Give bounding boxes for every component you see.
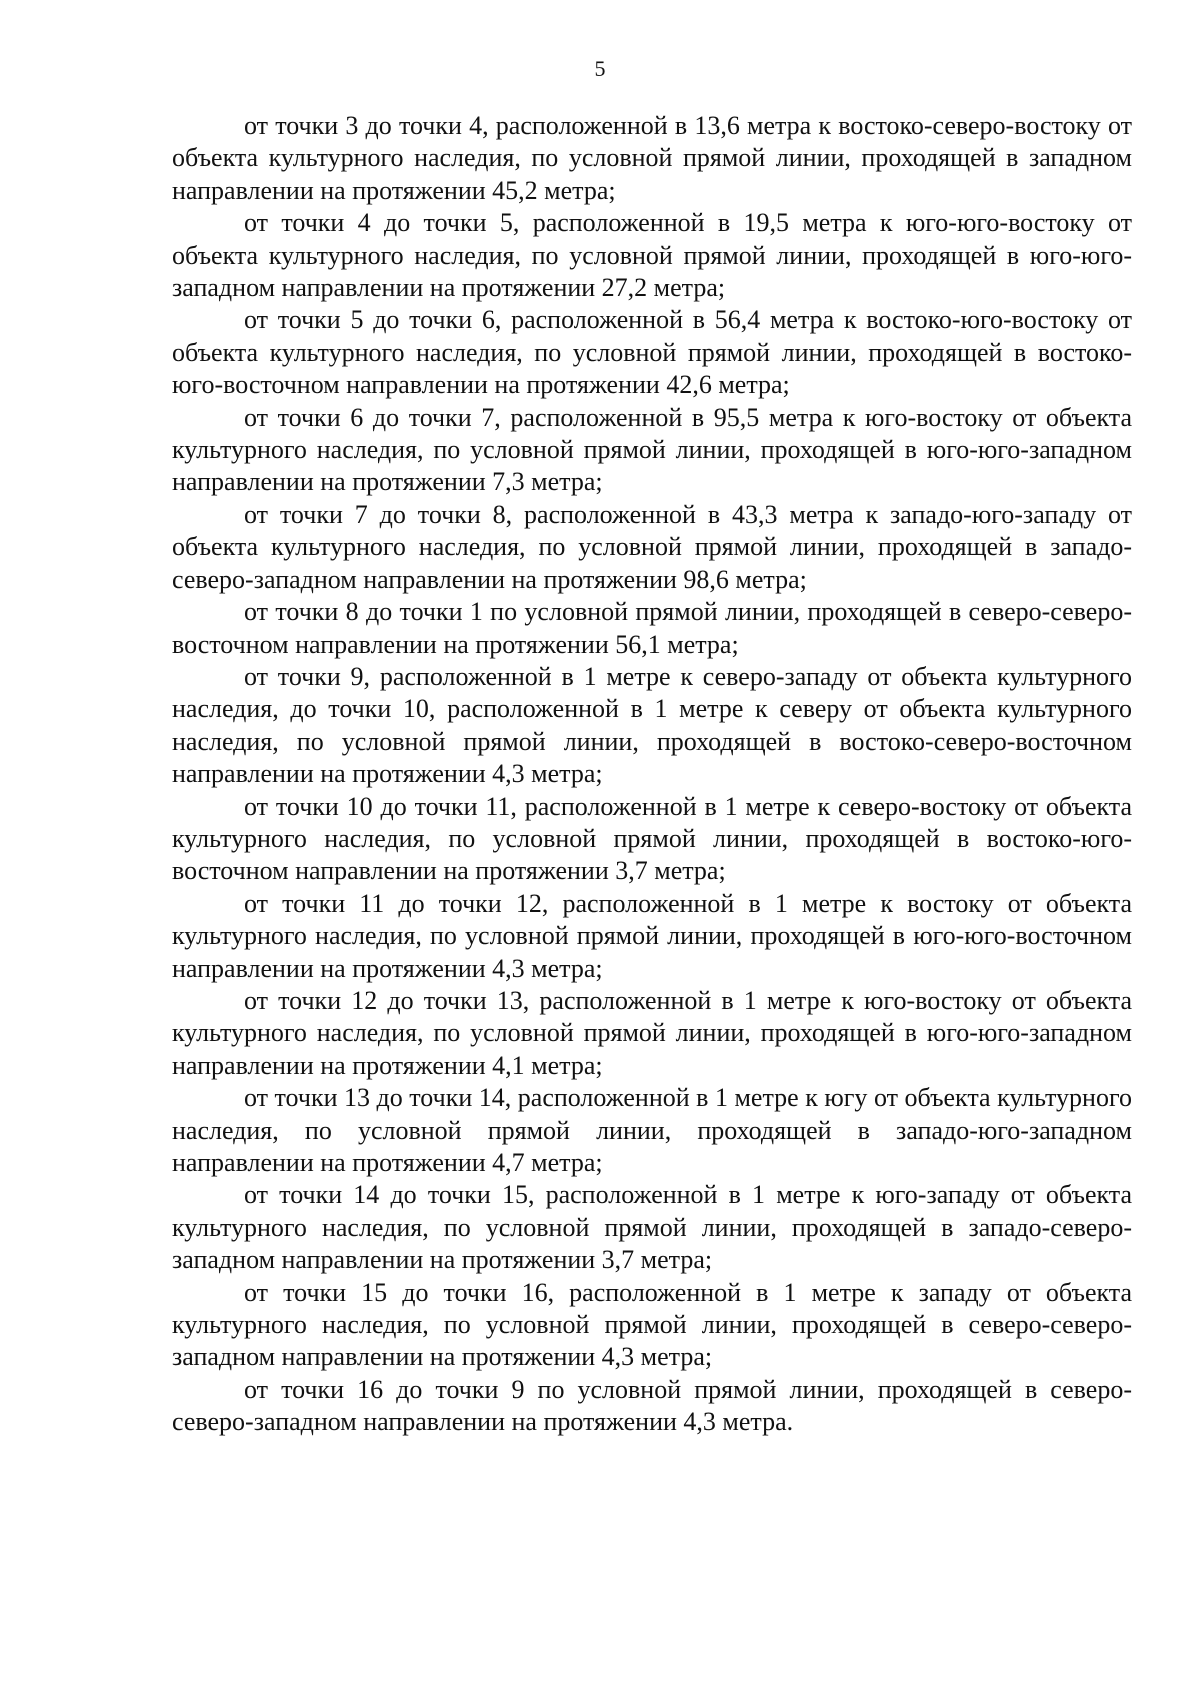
paragraph-9: от точки 11 до точки 12, расположенной в 1 метре к востоку от объекта культурного наследия, по условной прямой линии, проходящей в юго-юго-восточном направлении на протяжении 4,3 метра; xyxy=(172,888,1132,983)
paragraph-8: от точки 10 до точки 11, расположенной в 1 метре к северо-востоку от объекта культурного наследия, по условной прямой линии, проходящей в востоко-юго-восточном направлении на протяжении 3,7 метра; xyxy=(172,791,1132,886)
paragraph-2: от точки 4 до точки 5, расположенной в 19,5 метра к юго-юго-востоку от объекта культурного наследия, по условной прямой линии, проходящей в юго-юго-западном направлении на протяжении 27,2 метра; xyxy=(172,208,1132,303)
paragraph-3: от точки 5 до точки 6, расположенной в 56,4 метра к востоко-юго-востоку от объекта культурного наследия, по условной прямой линии, проходящей в востоко-юго-восточном направлении на протяжении 42,6 метра; xyxy=(172,305,1132,400)
paragraph-10: от точки 12 до точки 13, расположенной в 1 метре к юго-востоку от объекта культурного наследия, по условной прямой линии, проходящей в юго-юго-западном направлении на протяжении 4,1 метра; xyxy=(172,985,1132,1080)
page-number: 5 xyxy=(594,56,606,81)
paragraph-4: от точки 6 до точки 7, расположенной в 95,5 метра к юго-востоку от объекта культурного наследия, по условной прямой линии, проходящей в юго-юго-западном направлении на протяжении 7,3 метра; xyxy=(172,402,1132,497)
paragraph-1: от точки 3 до точки 4, расположенной в 13,6 метра к востоко-северо-востоку от объекта культурного наследия, по условной прямой линии, проходящей в западном направлении на протяжении 45,2 метра; xyxy=(172,111,1132,205)
paragraph-5: от точки 7 до точки 8, расположенной в 43,3 метра к западо-юго-западу от объекта культурного наследия, по условной прямой линии, проходящей в западо-северо-западном направлении на протяжении 98,6 метра; xyxy=(172,499,1132,594)
paragraph-6: от точки 8 до точки 1 по условной прямой линии, проходящей в северо-северо-восточном направлении на протяжении 56,1 метра; xyxy=(172,597,1132,659)
paragraph-14: от точки 16 до точки 9 по условной прямой линии, проходящей в северо-северо-западном направлении на протяжении 4,3 метра. xyxy=(172,1374,1132,1437)
paragraph-7: от точки 9, расположенной в 1 метре к северо-западу от объекта культурного наследия, до точки 10, расположенной в 1 метре к северу от объекта культурного наследия, по условной прямой линии, проходящей в востоко-северо-восточном направлении на протяжении 4,3 метра; xyxy=(172,661,1132,789)
paragraph-11: от точки 13 до точки 14, расположенной в 1 метре к югу от объекта культурного наследия, по условной прямой линии, проходящей в западо-юго-западном направлении на протяжении 4,7 метра; xyxy=(172,1083,1132,1177)
document-body xyxy=(172,110,1132,1439)
paragraph-13: от точки 15 до точки 16, расположенной в 1 метре к западу от объекта культурного наследия, по условной прямой линии, проходящей в северо-северо-западном направлении на протяжении 4,3 метра; xyxy=(172,1277,1132,1372)
paragraph-12: от точки 14 до точки 15, расположенной в 1 метре к юго-западу от объекта культурного наследия, по условной прямой линии, проходящей в западо-северо-западном направлении на протяжении 3,7 метра; xyxy=(172,1180,1132,1275)
